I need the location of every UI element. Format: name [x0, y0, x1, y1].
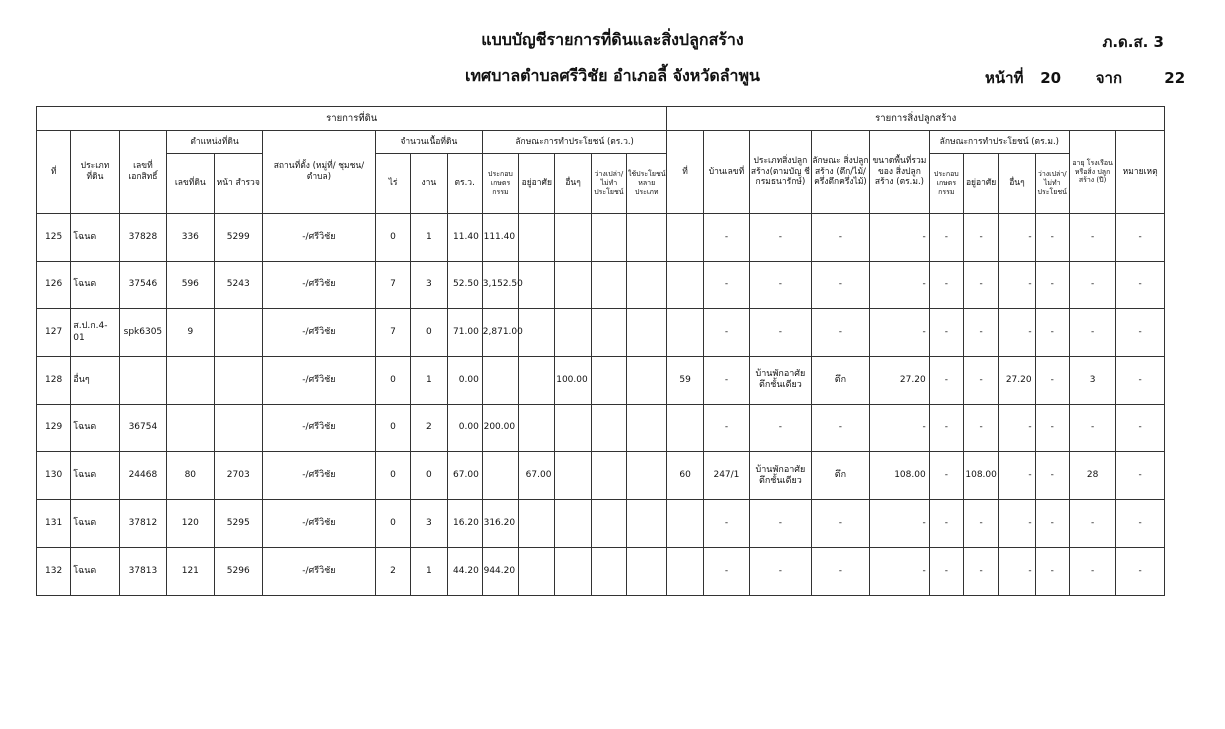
cell-wa: 44.20 — [447, 547, 482, 595]
cell-building-character: ตึก — [811, 357, 870, 405]
cell-location: -/ศรีวิชัย — [262, 500, 375, 548]
col-survey-page: หน้า สำรวจ — [214, 154, 262, 214]
cell-other — [555, 309, 591, 357]
col-wa: ตร.ว. — [447, 154, 482, 214]
cell-rai: 0 — [375, 357, 410, 405]
cell-multi — [627, 309, 667, 357]
cell-building-age: - — [1069, 404, 1115, 452]
cell-survey-page: 5295 — [214, 500, 262, 548]
cell-building-character: - — [811, 309, 870, 357]
cell-other — [555, 547, 591, 595]
cell-house-no: - — [703, 309, 749, 357]
cell-building-size: 27.20 — [870, 357, 930, 405]
col-other: อื่นๆ — [555, 154, 591, 214]
cell-building-age: - — [1069, 261, 1115, 309]
cell-resid — [519, 500, 555, 548]
cell-resid — [519, 357, 555, 405]
page-indicator — [985, 66, 1185, 90]
cell-survey-page — [214, 309, 262, 357]
cell-b-agri: - — [929, 309, 963, 357]
cell-resid — [519, 214, 555, 262]
cell-building-no: 59 — [667, 357, 703, 405]
cell-building-size: 108.00 — [870, 452, 930, 500]
col-land-no: เลขที่ดิน — [167, 154, 214, 214]
cell-location: -/ศรีวิชัย — [262, 261, 375, 309]
cell-b-resid: - — [963, 214, 998, 262]
cell-vacant — [591, 500, 626, 548]
cell-b-vacant: - — [1035, 404, 1069, 452]
cell-no: 126 — [37, 261, 71, 309]
cell-land-type: โฉนด — [71, 214, 119, 262]
cell-building-size: - — [870, 261, 930, 309]
cell-b-other: - — [999, 404, 1035, 452]
col-b-agri: ประกอบ เกษตร กรรม — [929, 154, 963, 214]
land-building-table — [36, 106, 1165, 596]
cell-b-agri: - — [929, 452, 963, 500]
cell-remark: - — [1116, 404, 1165, 452]
col-building-character: ลักษณะ สิ่งปลูกสร้าง (ตึก/ไม้/ ครึ่งตึกครึ่งไม้) — [811, 131, 870, 214]
cell-agri: 111.40 — [482, 214, 518, 262]
cell-b-other: - — [999, 452, 1035, 500]
cell-rai: 0 — [375, 452, 410, 500]
cell-b-vacant: - — [1035, 500, 1069, 548]
cell-building-size: - — [870, 309, 930, 357]
cell-location: -/ศรีวิชัย — [262, 214, 375, 262]
col-area: จำนวนเนื้อที่ดิน — [375, 131, 482, 154]
cell-no: 130 — [37, 452, 71, 500]
cell-b-vacant: - — [1035, 452, 1069, 500]
cell-multi — [627, 500, 667, 548]
cell-resid — [519, 309, 555, 357]
cell-doc-no: 37813 — [119, 547, 166, 595]
cell-building-type: บ้านพักอาศัยตึกชั้นเดียว — [750, 452, 812, 500]
cell-building-size: - — [870, 404, 930, 452]
cell-ngan: 0 — [411, 452, 447, 500]
cell-land-no: 80 — [167, 452, 214, 500]
cell-no: 125 — [37, 214, 71, 262]
cell-building-type: - — [750, 309, 812, 357]
cell-survey-page: 5299 — [214, 214, 262, 262]
cell-multi — [627, 452, 667, 500]
cell-building-age: - — [1069, 214, 1115, 262]
building-group-header: รายการสิ่งปลูกสร้าง — [667, 107, 1165, 131]
cell-building-no — [667, 500, 703, 548]
cell-location: -/ศรีวิชัย — [262, 357, 375, 405]
cell-land-no: 9 — [167, 309, 214, 357]
cell-wa: 16.20 — [447, 500, 482, 548]
cell-building-age: - — [1069, 500, 1115, 548]
cell-building-character: - — [811, 404, 870, 452]
cell-remark: - — [1116, 261, 1165, 309]
cell-rai: 0 — [375, 404, 410, 452]
cell-building-no — [667, 404, 703, 452]
cell-ngan: 2 — [411, 404, 447, 452]
cell-resid: 67.00 — [519, 452, 555, 500]
cell-ngan: 3 — [411, 261, 447, 309]
col-no: ที่ — [37, 131, 71, 214]
cell-b-vacant: - — [1035, 214, 1069, 262]
cell-b-agri: - — [929, 547, 963, 595]
cell-house-no: - — [703, 404, 749, 452]
cell-b-vacant: - — [1035, 357, 1069, 405]
cell-land-no: 336 — [167, 214, 214, 262]
cell-no: 132 — [37, 547, 71, 595]
col-b-vacant: ว่างเปล่า/ ไม่ทำ ประโยชน์ — [1035, 154, 1069, 214]
cell-doc-no: 37546 — [119, 261, 166, 309]
land-group-header: รายการที่ดิน — [37, 107, 667, 131]
cell-b-agri: - — [929, 500, 963, 548]
cell-building-character: - — [811, 547, 870, 595]
cell-land-no — [167, 404, 214, 452]
cell-building-type: - — [750, 500, 812, 548]
cell-ngan: 3 — [411, 500, 447, 548]
cell-building-no — [667, 214, 703, 262]
cell-vacant — [591, 404, 626, 452]
cell-wa: 11.40 — [447, 214, 482, 262]
document-subtitle: เทศบาลตำบลศรีวิชัย อำเภอลี้ จังหวัดลำพูน — [465, 66, 760, 85]
cell-location: -/ศรีวิชัย — [262, 547, 375, 595]
cell-land-type: อื่นๆ — [71, 357, 119, 405]
cell-building-no — [667, 261, 703, 309]
cell-multi — [627, 357, 667, 405]
col-ngan: งาน — [411, 154, 447, 214]
cell-land-no: 121 — [167, 547, 214, 595]
col-b-other: อื่นๆ — [999, 154, 1035, 214]
cell-b-agri: - — [929, 214, 963, 262]
cell-no: 127 — [37, 309, 71, 357]
cell-agri: 2,871.00 — [482, 309, 518, 357]
cell-location: -/ศรีวิชัย — [262, 452, 375, 500]
cell-b-resid: 108.00 — [963, 452, 998, 500]
col-building-no: ที่ — [667, 131, 703, 214]
cell-vacant — [591, 214, 626, 262]
cell-doc-no: 37812 — [119, 500, 166, 548]
cell-land-type: โฉนด — [71, 547, 119, 595]
cell-wa: 0.00 — [447, 357, 482, 405]
col-land-type: ประเภท ที่ดิน — [71, 131, 119, 214]
cell-b-resid: - — [963, 500, 998, 548]
cell-building-character: - — [811, 261, 870, 309]
cell-b-resid: - — [963, 404, 998, 452]
page-of-label: จาก — [1095, 69, 1123, 87]
col-position: ตำแหน่งที่ดิน — [167, 131, 263, 154]
cell-rai: 0 — [375, 214, 410, 262]
cell-building-age: - — [1069, 309, 1115, 357]
cell-b-resid: - — [963, 357, 998, 405]
cell-land-type: โฉนด — [71, 404, 119, 452]
cell-remark: - — [1116, 309, 1165, 357]
cell-building-character: - — [811, 214, 870, 262]
cell-other — [555, 452, 591, 500]
cell-land-type: โฉนด — [71, 261, 119, 309]
cell-building-no — [667, 309, 703, 357]
cell-wa: 71.00 — [447, 309, 482, 357]
cell-no: 131 — [37, 500, 71, 548]
cell-b-other: - — [999, 214, 1035, 262]
col-building-size: ขนาดพื้นที่รวม ของ สิ่งปลูกสร้าง (ตร.ม.) — [870, 131, 930, 214]
cell-wa: 67.00 — [447, 452, 482, 500]
cell-location: -/ศรีวิชัย — [262, 404, 375, 452]
cell-b-agri: - — [929, 357, 963, 405]
cell-doc-no: 36754 — [119, 404, 166, 452]
cell-building-size: - — [870, 547, 930, 595]
page-label: หน้าที่ — [985, 69, 1024, 87]
cell-b-vacant: - — [1035, 547, 1069, 595]
cell-agri — [482, 357, 518, 405]
cell-building-no — [667, 547, 703, 595]
table-row — [37, 357, 1165, 405]
form-code: ภ.ด.ส. 3 — [1102, 33, 1164, 51]
table-row — [37, 547, 1165, 595]
cell-building-age: 3 — [1069, 357, 1115, 405]
cell-multi — [627, 404, 667, 452]
cell-land-no: 596 — [167, 261, 214, 309]
cell-b-other: - — [999, 500, 1035, 548]
col-doc-no: เลขที่ เอกสิทธิ์ — [119, 131, 166, 214]
table-row — [37, 452, 1165, 500]
cell-house-no: - — [703, 357, 749, 405]
cell-b-other: - — [999, 261, 1035, 309]
cell-rai: 7 — [375, 261, 410, 309]
cell-house-no: - — [703, 214, 749, 262]
cell-survey-page — [214, 357, 262, 405]
table-row — [37, 214, 1165, 262]
col-land-use: ลักษณะการทำประโยชน์ (ตร.ว.) — [482, 131, 667, 154]
cell-resid — [519, 261, 555, 309]
cell-vacant — [591, 357, 626, 405]
cell-survey-page: 5243 — [214, 261, 262, 309]
cell-agri: 944.20 — [482, 547, 518, 595]
cell-building-age: 28 — [1069, 452, 1115, 500]
cell-b-resid: - — [963, 547, 998, 595]
cell-ngan: 1 — [411, 357, 447, 405]
cell-house-no: - — [703, 547, 749, 595]
cell-survey-page: 5296 — [214, 547, 262, 595]
cell-house-no: - — [703, 261, 749, 309]
cell-other — [555, 404, 591, 452]
cell-b-vacant: - — [1035, 309, 1069, 357]
col-location: สถานที่ตั้ง (หมู่ที่/ ชุมชน/ ตำบล) — [262, 131, 375, 214]
cell-remark: - — [1116, 452, 1165, 500]
cell-doc-no: spk6305 — [119, 309, 166, 357]
cell-house-no: - — [703, 500, 749, 548]
cell-building-type: - — [750, 261, 812, 309]
cell-wa: 0.00 — [447, 404, 482, 452]
col-vacant: ว่างเปล่า/ ไม่ทำ ประโยชน์ — [591, 154, 626, 214]
page-current: 20 — [1040, 69, 1062, 87]
cell-land-type: โฉนด — [71, 452, 119, 500]
cell-doc-no — [119, 357, 166, 405]
cell-multi — [627, 261, 667, 309]
col-building-use: ลักษณะการทำประโยชน์ (ตร.ม.) — [929, 131, 1069, 154]
cell-multi — [627, 547, 667, 595]
cell-vacant — [591, 261, 626, 309]
cell-building-character: ตึก — [811, 452, 870, 500]
cell-location: -/ศรีวิชัย — [262, 309, 375, 357]
table-row — [37, 309, 1165, 357]
cell-building-age: - — [1069, 547, 1115, 595]
cell-no: 129 — [37, 404, 71, 452]
cell-rai: 7 — [375, 309, 410, 357]
cell-building-size: - — [870, 214, 930, 262]
cell-b-other: 27.20 — [999, 357, 1035, 405]
col-house-no: บ้านเลขที่ — [703, 131, 749, 214]
cell-house-no: 247/1 — [703, 452, 749, 500]
cell-vacant — [591, 452, 626, 500]
cell-building-type: - — [750, 547, 812, 595]
cell-b-agri: - — [929, 404, 963, 452]
cell-other — [555, 500, 591, 548]
cell-b-resid: - — [963, 261, 998, 309]
cell-other — [555, 214, 591, 262]
cell-ngan: 1 — [411, 547, 447, 595]
cell-building-size: - — [870, 500, 930, 548]
col-resid: อยู่อาศัย — [519, 154, 555, 214]
cell-wa: 52.50 — [447, 261, 482, 309]
table-row — [37, 500, 1165, 548]
cell-rai: 2 — [375, 547, 410, 595]
cell-survey-page — [214, 404, 262, 452]
cell-building-type: บ้านพักอาศัยตึกชั้นเดียว — [750, 357, 812, 405]
cell-ngan: 0 — [411, 309, 447, 357]
cell-multi — [627, 214, 667, 262]
cell-survey-page: 2703 — [214, 452, 262, 500]
cell-land-no — [167, 357, 214, 405]
cell-remark: - — [1116, 500, 1165, 548]
cell-land-no: 120 — [167, 500, 214, 548]
cell-b-other: - — [999, 309, 1035, 357]
cell-building-no: 60 — [667, 452, 703, 500]
cell-vacant — [591, 547, 626, 595]
cell-b-resid: - — [963, 309, 998, 357]
cell-b-agri: - — [929, 261, 963, 309]
cell-agri — [482, 452, 518, 500]
page-total: 22 — [1164, 69, 1186, 87]
cell-no: 128 — [37, 357, 71, 405]
cell-doc-no: 24468 — [119, 452, 166, 500]
col-agri: ประกอบ เกษตร กรรม — [482, 154, 518, 214]
cell-remark: - — [1116, 214, 1165, 262]
cell-doc-no: 37828 — [119, 214, 166, 262]
cell-resid — [519, 547, 555, 595]
cell-b-other: - — [999, 547, 1035, 595]
cell-vacant — [591, 309, 626, 357]
cell-land-type: ส.ป.ก.4-01 — [71, 309, 119, 357]
col-rai: ไร่ — [375, 154, 410, 214]
cell-remark: - — [1116, 547, 1165, 595]
col-multi: ใช้ประโยชน์ หลาย ประเภท — [627, 154, 667, 214]
cell-agri: 200.00 — [482, 404, 518, 452]
table-row — [37, 261, 1165, 309]
cell-other: 100.00 — [555, 357, 591, 405]
cell-resid — [519, 404, 555, 452]
cell-agri: 3,152.50 — [482, 261, 518, 309]
cell-b-vacant: - — [1035, 261, 1069, 309]
cell-other — [555, 261, 591, 309]
cell-remark: - — [1116, 357, 1165, 405]
col-building-age: อายุ โรงเรือน หรือสิ่ง ปลูกสร้าง (ปี) — [1069, 131, 1115, 214]
col-b-resid: อยู่อาศัย — [963, 154, 998, 214]
col-remark: หมายเหตุ — [1116, 131, 1165, 214]
cell-ngan: 1 — [411, 214, 447, 262]
cell-land-type: โฉนด — [71, 500, 119, 548]
cell-building-type: - — [750, 404, 812, 452]
cell-building-type: - — [750, 214, 812, 262]
document-title: แบบบัญชีรายการที่ดินและสิ่งปลูกสร้าง — [481, 30, 744, 49]
col-building-type: ประเภทสิ่งปลูก สร้าง(ตามบัญ ชีกรมธนารักษ์) — [750, 131, 812, 214]
cell-building-character: - — [811, 500, 870, 548]
cell-agri: 316.20 — [482, 500, 518, 548]
table-row — [37, 404, 1165, 452]
cell-rai: 0 — [375, 500, 410, 548]
